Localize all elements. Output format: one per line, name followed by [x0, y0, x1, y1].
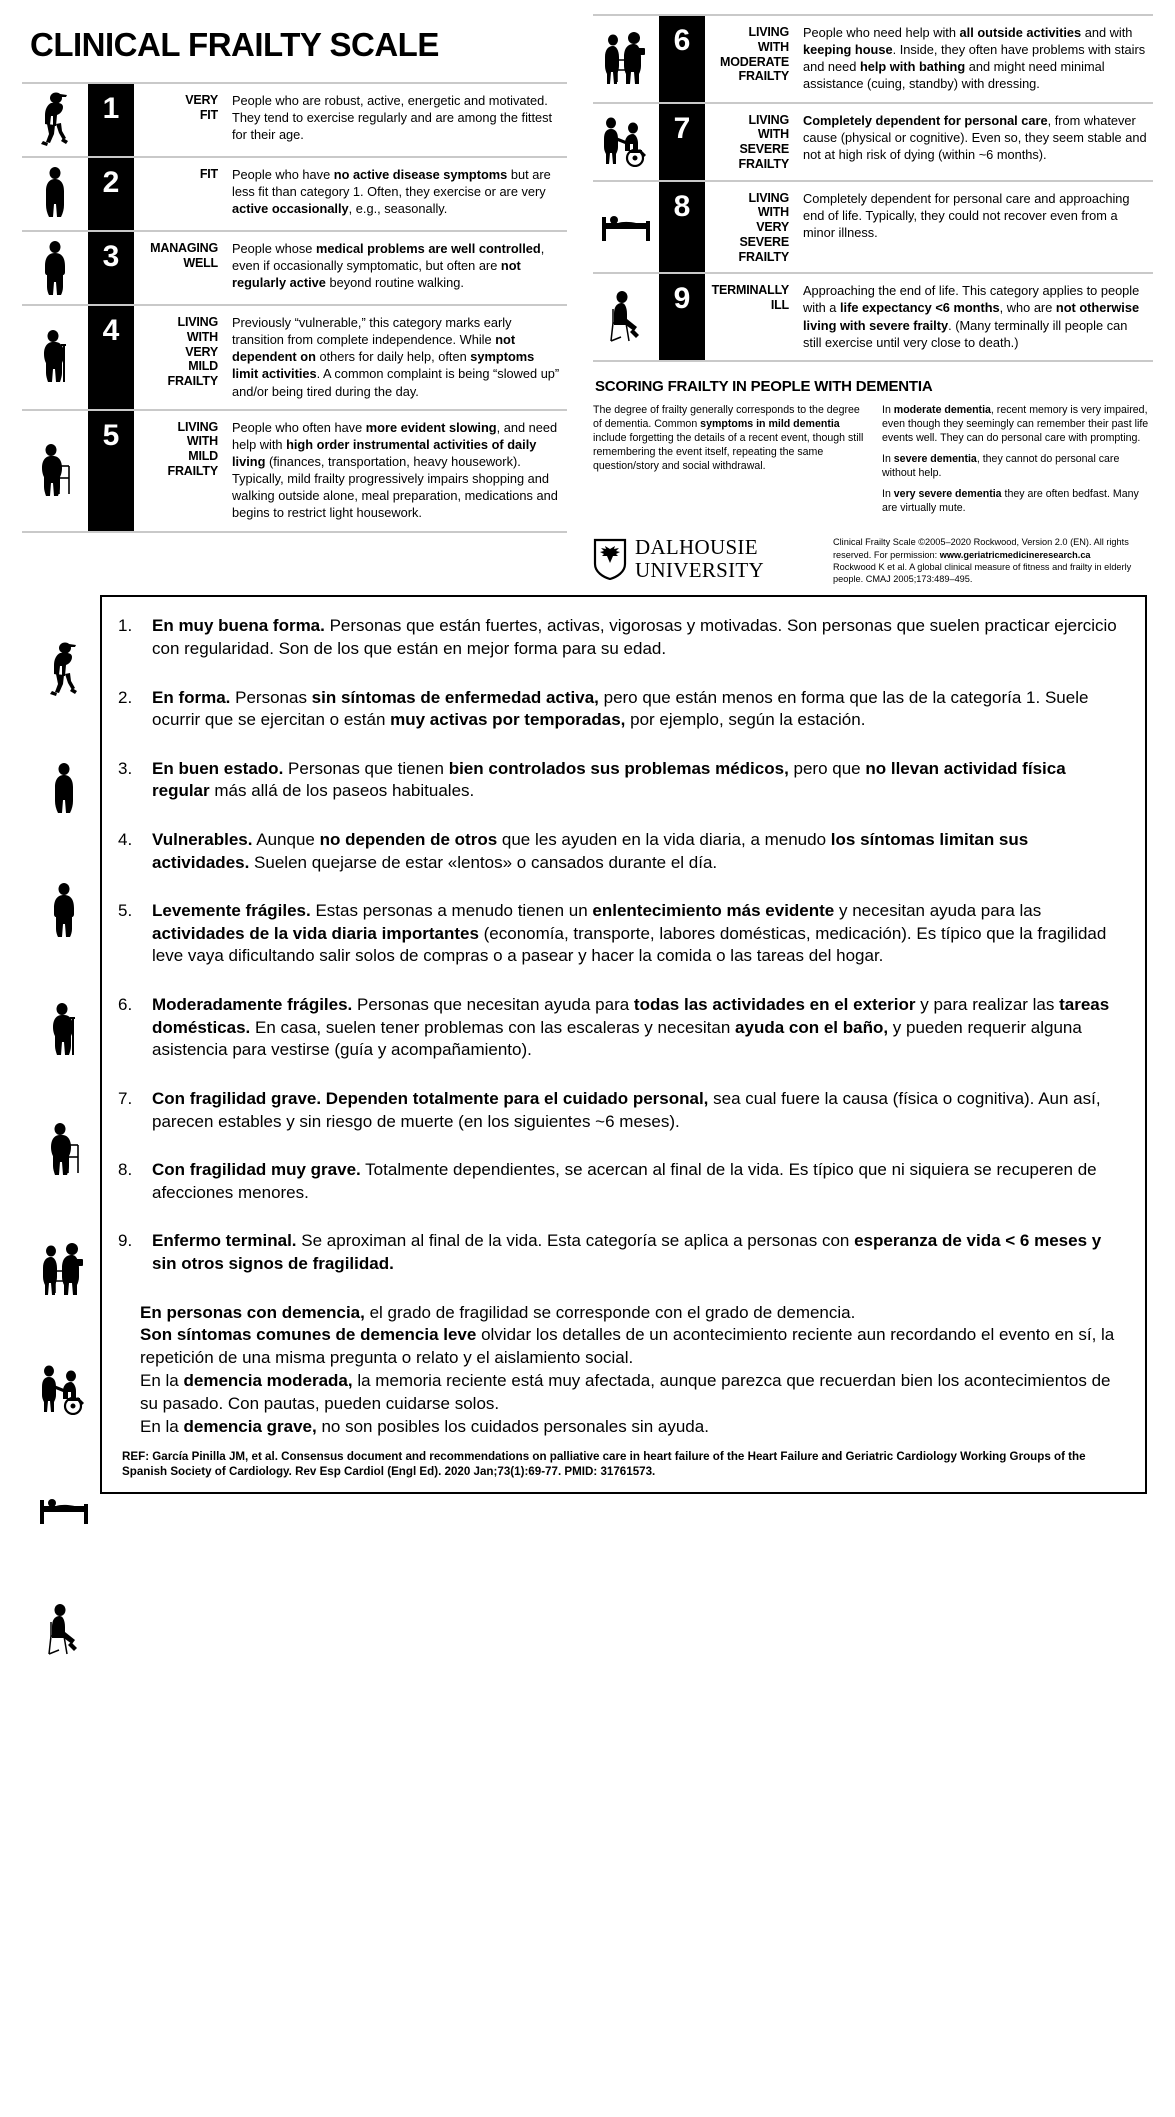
- dementia-paragraph: In very severe dementia they are often bedfast. Many are virtually mute.: [882, 488, 1139, 515]
- cfs-level-label: LIVING WITH MILD FRAILTY: [167, 419, 218, 478]
- reference-citation: REF: García Pinilla JM, et al. Consensus document and recommendations on palliative care in heart failure of the Heart Failure and Geriatric Cardiology Working Groups of the Spanish Society of Cardiology. Rev Esp Cardiol (Engl Ed). 2020 Jan;73(1):69-77. PMID: 31761573.: [122, 1450, 1086, 1479]
- spanish-level-item: [118, 1088, 1123, 1133]
- cfs-level-label: FIT: [199, 167, 218, 181]
- cfs-level-description: Previously “vulnerable,” this category marks early transition from complete independence. While not dependent on others for daily help, often symptoms limit activities. A common complaint is being “slowed up” and/or being tired during the day.: [232, 315, 560, 399]
- cfs-level-number: 8: [659, 182, 705, 273]
- dementia-column-2: [882, 403, 1153, 523]
- two-people-walker-icon: [41, 1209, 87, 1329]
- wheelchair-with-helper-icon: [593, 104, 659, 180]
- cfs-level-number: 6: [659, 16, 705, 102]
- cfs-level-number: 5: [88, 411, 134, 531]
- cfs-level-row: [22, 304, 567, 409]
- spanish-level-text: Con fragilidad muy grave. Totalmente dependientes, se acercan al final de la vida. Es típico que ni siquiera se recuperen de afecciones menores.: [152, 1160, 1097, 1202]
- spanish-level-text: Moderadamente frágiles. Personas que necesitan ayuda para todas las actividades en el exterior y para realizar las tareas domésticas. En casa, suelen tener problemas con las escaleras y necesitan ayuda con el baño, y pueden requerir alguna asistencia para vestirse (guía y acompañamiento).: [152, 995, 1110, 1060]
- cfs-level-description: Approaching the end of life. This category applies to people with a life expectancy <6 months, who are not otherwise living with severe frailty. (Many terminally ill people can still exercise until very close to death.): [803, 283, 1140, 350]
- spanish-level-number: 5.: [118, 901, 133, 921]
- cfs-level-label: MANAGING WELL: [150, 241, 218, 270]
- brand-line-1: DALHOUSIE: [635, 535, 758, 560]
- dementia-columns: [593, 403, 1153, 523]
- cfs-level-row: [22, 82, 567, 156]
- dementia-paragraph: In moderate dementia, recent memory is very impaired, even though they seemingly can remember their past life events well. They can do personal care with prompting.: [882, 403, 1149, 445]
- person-walking-brisk-icon: [47, 609, 81, 729]
- cfs-level-label: LIVING WITH SEVERE FRAILTY: [738, 112, 789, 171]
- spanish-translation-panel: [0, 585, 1175, 1695]
- dalhousie-brand: [593, 536, 823, 581]
- cfs-levels-list-left: [22, 82, 567, 533]
- cfs-level-description: People who are robust, active, energetic and motivated. They tend to exercise regularly and are among the fittest for their age.: [232, 93, 553, 143]
- dalhousie-shield-icon: [593, 538, 627, 580]
- spanish-level-number: 2.: [118, 687, 133, 707]
- spanish-level-item: [118, 829, 1123, 874]
- person-with-cane-icon: [48, 969, 80, 1089]
- person-standing-icon: [22, 158, 88, 230]
- spanish-level-text: En muy buena forma. Personas que están fuertes, activas, vigorosas y motivadas. Son personas que suelen practicar ejercicio con regularidad. Son de los que están en mejor forma para su edad.: [152, 616, 1117, 658]
- spanish-level-number: 1.: [118, 616, 133, 636]
- person-standing-hands-icon: [22, 232, 88, 304]
- spanish-level-text: Vulnerables. Aunque no dependen de otros que les ayuden en la vida diaria, a menudo los síntomas limitan sus actividades. Suelen quejarse de estar «lentos» o cansados durante el día.: [152, 830, 1029, 872]
- cfs-level-description: Completely dependent for personal care and approaching end of life. Typically, they could not recover even from a minor illness.: [803, 190, 1130, 240]
- cfs-level-description: People whose medical problems are well controlled, even if occasionally symptomatic, but often are not regularly active beyond routine walking.: [232, 241, 545, 291]
- spanish-level-text: Levemente frágiles. Estas personas a menudo tienen un enlentecimiento más evidente y necesitan ayuda para las actividades de la vida diaria importantes (economía, transporte, labores domésticas, medicación). Es típico que la fragilidad leve vaya dificultando salir solos de compras o a pasear y hacer la comida o las tareas del hogar.: [152, 901, 1107, 966]
- cfs-level-label: VERY FIT: [185, 93, 218, 122]
- person-walking-brisk-icon: [22, 84, 88, 156]
- cfs-level-number: 9: [659, 274, 705, 360]
- copyright-text: Clinical Frailty Scale ©2005–2020 Rockwood, Version 2.0 (EN). All rights reserved. For permission: www.geriatricmedicineresearch.ca Rockwood K et al. A global clinical measure of fitness and frailty in elderly people. CMAJ 2005;173:489–495.: [833, 537, 1132, 585]
- person-standing-hands-icon: [48, 849, 80, 969]
- cfs-level-row: [593, 272, 1153, 362]
- dementia-section-heading: SCORING FRAILTY IN PEOPLE WITH DEMENTIA: [595, 377, 933, 395]
- cfs-level-number: 2: [88, 158, 134, 230]
- cfs-level-row: [593, 14, 1153, 102]
- cfs-level-number: 3: [88, 232, 134, 304]
- spanish-level-text: En forma. Personas sin síntomas de enfermedad activa, pero que están menos en forma que las de la categoría 1. Suele ocurrir que se ejercitan o están muy activas por temporadas, por ejemplo, según la estación.: [152, 687, 1089, 730]
- brand-line-2: UNIVERSITY: [635, 557, 764, 582]
- cfs-level-label: LIVING WITH VERY MILD FRAILTY: [167, 315, 218, 388]
- clinical-frailty-scale-panel: [0, 0, 1175, 585]
- wheelchair-with-helper-icon: [40, 1329, 88, 1449]
- cfs-left-column: [0, 0, 585, 533]
- person-seated-chair-icon: [593, 274, 659, 360]
- spanish-level-number: 8.: [118, 1160, 133, 1180]
- dalhousie-wordmark: [635, 536, 764, 581]
- cfs-level-number: 7: [659, 104, 705, 180]
- cfs-level-description: People who need help with all outside activities and with keeping house. Inside, they often have problems with stairs and need help with bathing and might need minimal assistance (cuing, standby) with dressing.: [803, 25, 1146, 92]
- cfs-level-number: 1: [88, 84, 134, 156]
- dementia-paragraph: In severe dementia, they cannot do personal care without help.: [882, 453, 1120, 480]
- cfs-level-label: TERMINALLY ILL: [711, 283, 789, 313]
- spanish-content-box: [100, 595, 1147, 1493]
- person-with-walker-icon: [46, 1089, 82, 1209]
- cfs-level-description: Completely dependent for personal care, from whatever cause (physical or cognitive). Even so, they seem stable and not at high risk of dying (within ~6 months).: [803, 112, 1147, 162]
- person-with-cane-icon: [22, 306, 88, 409]
- spanish-level-text: Con fragilidad grave. Dependen totalmente para el cuidado personal, sea cual fuere la causa (física o cognitiva). Aun así, parecen estables y sin riesgo de muerte (en los siguientes ~6 meses).: [152, 1088, 1101, 1131]
- page-title: CLINICAL FRAILTY SCALE: [30, 26, 439, 63]
- two-people-walker-icon: [593, 16, 659, 102]
- brand-row: [593, 536, 1153, 585]
- spanish-level-number: 9.: [118, 1231, 133, 1251]
- spanish-level-number: 7.: [118, 1088, 133, 1108]
- cfs-level-label: LIVING WITH VERY SEVERE FRAILTY: [738, 190, 789, 264]
- spanish-level-item: [118, 1159, 1123, 1204]
- spanish-level-number: 3.: [118, 758, 133, 778]
- dementia-mild-text: The degree of frailty generally corresponds to the degree of dementia. Common symptoms in mild dementia include forgetting the details of a recent event, though still remembering the event itself, repeating the same question/story and social withdrawal.: [593, 403, 864, 473]
- spanish-level-item: [118, 994, 1123, 1062]
- spanish-level-text: Enfermo terminal. Se aproximan al final de la vida. Esta categoría se aplica a personas con esperanza de vida < 6 meses y sin otros signos de fragilidad.: [152, 1231, 1102, 1273]
- cfs-level-row: [593, 102, 1153, 180]
- person-with-walker-icon: [22, 411, 88, 531]
- spanish-level-item: [118, 900, 1123, 968]
- person-seated-chair-icon: [45, 1569, 83, 1689]
- cfs-level-number: 4: [88, 306, 134, 409]
- cfs-levels-list-right: [593, 14, 1153, 362]
- person-in-bed-icon: [593, 182, 659, 273]
- cfs-level-row: [22, 409, 567, 533]
- spanish-level-item: [118, 615, 1123, 660]
- spanish-level-item: [118, 758, 1123, 803]
- dementia-column-1: [593, 403, 864, 523]
- cfs-level-description: People who have no active disease symptoms but are less fit than category 1. Often, they exercise or are very active occasionally, e.g., seasonally.: [232, 167, 551, 217]
- spanish-icon-column: [28, 595, 100, 1689]
- cfs-level-row: [22, 230, 567, 304]
- spanish-level-item: [118, 687, 1123, 732]
- person-standing-icon: [49, 729, 79, 849]
- person-in-bed-icon: [38, 1449, 90, 1569]
- spanish-items-list: [118, 615, 1123, 1275]
- spanish-level-text: En buen estado. Personas que tienen bien controlados sus problemas médicos, pero que no llevan actividad física regular más allá de los paseos habituales.: [152, 758, 1066, 801]
- cfs-level-description: People who often have more evident slowing, and need help with high order instrumental activities of daily living (finances, transportation, heavy housework). Typically, mild frailty progressively impairs shopping and walking outside alone, meal preparation, medications and begins to restrict light housework.: [232, 419, 558, 521]
- spanish-dementia-note: En personas con demencia, el grado de fragilidad se corresponde con el grado de demencia. Son síntomas comunes de demencia leve olvidar los detalles de un acontecimiento reciente aun recordando el evento en sí, la repetición de una misma pregunta o relato y el aislamiento social. En la demencia moderada, la memoria reciente está muy afectada, aunque parezca que recuerdan bien los acontecimientos de su pasado. Con pautas, pueden cuidarse solos. En la demencia grave, no son posibles los cuidados personales sin ayuda.: [140, 1302, 1115, 1437]
- cfs-right-column: [585, 0, 1175, 585]
- spanish-level-number: 4.: [118, 830, 133, 850]
- cfs-level-row: [22, 156, 567, 230]
- cfs-level-label: LIVING WITH MODERATE FRAILTY: [720, 25, 789, 84]
- cfs-level-row: [593, 180, 1153, 273]
- spanish-level-item: [118, 1230, 1123, 1275]
- spanish-level-number: 6.: [118, 995, 133, 1015]
